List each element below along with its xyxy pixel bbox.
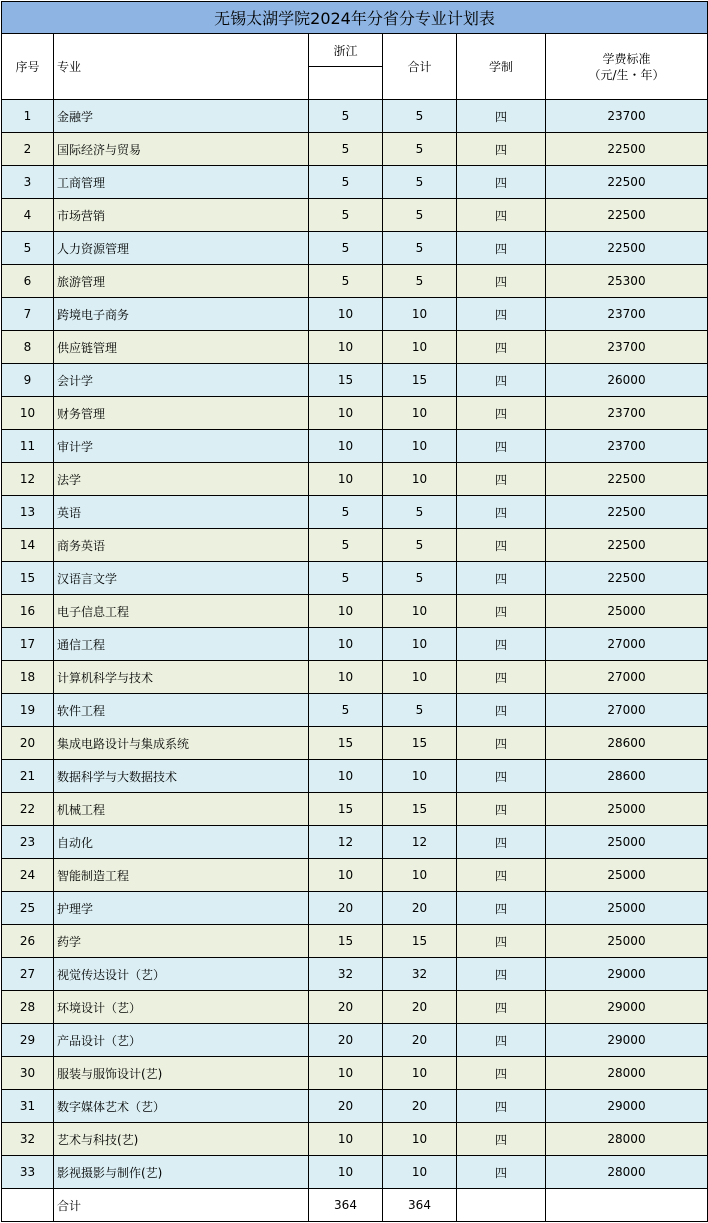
major-cell: 产品设计（艺） <box>54 1024 309 1057</box>
table-row <box>2 265 708 298</box>
fee-cell: 28000 <box>546 1057 708 1090</box>
zhejiang-cell: 5 <box>309 100 383 133</box>
table-row <box>2 628 708 661</box>
index-cell: 10 <box>2 397 54 430</box>
duration-cell: 四 <box>457 166 546 199</box>
zhejiang-cell: 10 <box>309 298 383 331</box>
fee-cell: 23700 <box>546 100 708 133</box>
index-cell: 2 <box>2 133 54 166</box>
total-cell: 5 <box>383 694 457 727</box>
header-province-sub <box>309 67 383 100</box>
total-cell: 32 <box>383 958 457 991</box>
index-cell: 32 <box>2 1123 54 1156</box>
total-cell: 10 <box>383 760 457 793</box>
total-cell: 10 <box>383 1156 457 1189</box>
fee-cell: 28600 <box>546 727 708 760</box>
index-cell: 31 <box>2 1090 54 1123</box>
sum-row <box>2 1189 708 1222</box>
table-row <box>2 958 708 991</box>
duration-cell: 四 <box>457 628 546 661</box>
index-cell: 27 <box>2 958 54 991</box>
zhejiang-cell: 5 <box>309 562 383 595</box>
total-cell: 15 <box>383 364 457 397</box>
total-cell: 10 <box>383 595 457 628</box>
total-cell: 20 <box>383 1090 457 1123</box>
zhejiang-cell: 5 <box>309 199 383 232</box>
total-cell: 10 <box>383 859 457 892</box>
duration-cell: 四 <box>457 859 546 892</box>
fee-cell: 27000 <box>546 661 708 694</box>
zhejiang-cell: 5 <box>309 496 383 529</box>
index-cell: 12 <box>2 463 54 496</box>
duration-cell: 四 <box>457 364 546 397</box>
fee-cell: 25000 <box>546 925 708 958</box>
table-row <box>2 166 708 199</box>
zhejiang-cell: 10 <box>309 760 383 793</box>
zhejiang-cell: 15 <box>309 925 383 958</box>
fee-cell: 22500 <box>546 199 708 232</box>
zhejiang-cell: 5 <box>309 265 383 298</box>
index-cell: 20 <box>2 727 54 760</box>
total-cell: 10 <box>383 628 457 661</box>
duration-cell: 四 <box>457 661 546 694</box>
zhejiang-cell: 10 <box>309 1156 383 1189</box>
major-cell: 供应链管理 <box>54 331 309 364</box>
table-row <box>2 562 708 595</box>
table-row <box>2 430 708 463</box>
major-cell: 跨境电子商务 <box>54 298 309 331</box>
zhejiang-cell: 10 <box>309 1057 383 1090</box>
fee-cell: 22500 <box>546 166 708 199</box>
major-cell: 市场营销 <box>54 199 309 232</box>
table-row <box>2 100 708 133</box>
zhejiang-cell: 10 <box>309 430 383 463</box>
index-cell: 29 <box>2 1024 54 1057</box>
index-cell: 19 <box>2 694 54 727</box>
major-cell: 汉语言文学 <box>54 562 309 595</box>
table-row <box>2 991 708 1024</box>
zhejiang-cell: 15 <box>309 793 383 826</box>
total-cell: 5 <box>383 562 457 595</box>
major-cell: 会计学 <box>54 364 309 397</box>
fee-cell: 23700 <box>546 397 708 430</box>
table-row <box>2 529 708 562</box>
table-row <box>2 1057 708 1090</box>
index-cell: 25 <box>2 892 54 925</box>
duration-cell: 四 <box>457 892 546 925</box>
major-cell: 影视摄影与制作(艺) <box>54 1156 309 1189</box>
index-cell: 9 <box>2 364 54 397</box>
duration-cell: 四 <box>457 760 546 793</box>
major-cell: 机械工程 <box>54 793 309 826</box>
total-cell: 15 <box>383 925 457 958</box>
major-cell: 智能制造工程 <box>54 859 309 892</box>
total-cell: 10 <box>383 298 457 331</box>
index-cell: 6 <box>2 265 54 298</box>
zhejiang-cell: 12 <box>309 826 383 859</box>
fee-cell: 29000 <box>546 1024 708 1057</box>
index-cell: 18 <box>2 661 54 694</box>
table-row <box>2 925 708 958</box>
header-total: 合计 <box>383 34 457 100</box>
major-cell: 计算机科学与技术 <box>54 661 309 694</box>
duration-cell: 四 <box>457 1156 546 1189</box>
total-cell: 5 <box>383 166 457 199</box>
table-row <box>2 199 708 232</box>
fee-cell: 25000 <box>546 892 708 925</box>
total-cell: 20 <box>383 892 457 925</box>
table-row <box>2 463 708 496</box>
duration-cell: 四 <box>457 1057 546 1090</box>
index-cell: 28 <box>2 991 54 1024</box>
index-cell: 13 <box>2 496 54 529</box>
zhejiang-cell: 10 <box>309 1123 383 1156</box>
index-cell: 16 <box>2 595 54 628</box>
major-cell: 财务管理 <box>54 397 309 430</box>
index-cell: 4 <box>2 199 54 232</box>
table-title: 无锡太湖学院2024年分省分专业计划表 <box>2 2 708 34</box>
major-cell: 审计学 <box>54 430 309 463</box>
major-cell: 艺术与科技(艺) <box>54 1123 309 1156</box>
major-cell: 环境设计（艺） <box>54 991 309 1024</box>
major-cell: 服装与服饰设计(艺) <box>54 1057 309 1090</box>
fee-cell: 23700 <box>546 331 708 364</box>
zhejiang-cell: 20 <box>309 1024 383 1057</box>
fee-cell: 23700 <box>546 298 708 331</box>
table-row <box>2 1024 708 1057</box>
major-cell: 护理学 <box>54 892 309 925</box>
total-cell: 5 <box>383 100 457 133</box>
table-row <box>2 694 708 727</box>
duration-cell: 四 <box>457 1123 546 1156</box>
major-cell: 药学 <box>54 925 309 958</box>
fee-cell: 22500 <box>546 529 708 562</box>
table-row <box>2 397 708 430</box>
index-cell: 22 <box>2 793 54 826</box>
table-row <box>2 892 708 925</box>
major-cell: 通信工程 <box>54 628 309 661</box>
table-row <box>2 826 708 859</box>
duration-cell: 四 <box>457 1090 546 1123</box>
sum-label-cell: 合计 <box>54 1189 309 1222</box>
major-cell: 法学 <box>54 463 309 496</box>
total-cell: 10 <box>383 661 457 694</box>
table-row <box>2 661 708 694</box>
zhejiang-cell: 32 <box>309 958 383 991</box>
total-cell: 15 <box>383 793 457 826</box>
total-cell: 5 <box>383 529 457 562</box>
table-row <box>2 331 708 364</box>
duration-cell: 四 <box>457 430 546 463</box>
fee-cell: 22500 <box>546 232 708 265</box>
total-cell: 20 <box>383 991 457 1024</box>
fee-cell: 29000 <box>546 958 708 991</box>
zhejiang-cell: 20 <box>309 1090 383 1123</box>
table-row <box>2 595 708 628</box>
duration-cell: 四 <box>457 727 546 760</box>
index-cell: 23 <box>2 826 54 859</box>
sum-duration-cell <box>457 1189 546 1222</box>
zhejiang-cell: 5 <box>309 166 383 199</box>
duration-cell: 四 <box>457 925 546 958</box>
major-cell: 商务英语 <box>54 529 309 562</box>
fee-cell: 29000 <box>546 1090 708 1123</box>
total-cell: 20 <box>383 1024 457 1057</box>
duration-cell: 四 <box>457 991 546 1024</box>
major-cell: 旅游管理 <box>54 265 309 298</box>
index-cell: 33 <box>2 1156 54 1189</box>
sum-zhejiang-cell: 364 <box>309 1189 383 1222</box>
zhejiang-cell: 10 <box>309 859 383 892</box>
sum-fee-cell <box>546 1189 708 1222</box>
fee-cell: 28000 <box>546 1123 708 1156</box>
duration-cell: 四 <box>457 694 546 727</box>
zhejiang-cell: 10 <box>309 595 383 628</box>
fee-cell: 29000 <box>546 991 708 1024</box>
table-row <box>2 232 708 265</box>
plan-table <box>1 1 708 1222</box>
index-cell: 1 <box>2 100 54 133</box>
zhejiang-cell: 5 <box>309 133 383 166</box>
fee-cell: 22500 <box>546 562 708 595</box>
duration-cell: 四 <box>457 793 546 826</box>
index-cell: 15 <box>2 562 54 595</box>
zhejiang-cell: 5 <box>309 529 383 562</box>
total-cell: 5 <box>383 265 457 298</box>
table-row <box>2 1156 708 1189</box>
duration-cell: 四 <box>457 595 546 628</box>
zhejiang-cell: 20 <box>309 892 383 925</box>
total-cell: 10 <box>383 397 457 430</box>
duration-cell: 四 <box>457 826 546 859</box>
major-cell: 视觉传达设计（艺） <box>54 958 309 991</box>
header-index: 序号 <box>2 34 54 100</box>
fee-cell: 26000 <box>546 364 708 397</box>
index-cell: 24 <box>2 859 54 892</box>
duration-cell: 四 <box>457 100 546 133</box>
fee-cell: 25000 <box>546 859 708 892</box>
index-cell: 5 <box>2 232 54 265</box>
fee-cell: 28000 <box>546 1156 708 1189</box>
fee-cell: 22500 <box>546 133 708 166</box>
total-cell: 10 <box>383 463 457 496</box>
duration-cell: 四 <box>457 1024 546 1057</box>
zhejiang-cell: 10 <box>309 331 383 364</box>
index-cell: 17 <box>2 628 54 661</box>
fee-cell: 25000 <box>546 595 708 628</box>
major-cell: 集成电路设计与集成系统 <box>54 727 309 760</box>
duration-cell: 四 <box>457 529 546 562</box>
duration-cell: 四 <box>457 232 546 265</box>
duration-cell: 四 <box>457 562 546 595</box>
duration-cell: 四 <box>457 265 546 298</box>
sum-total-cell: 364 <box>383 1189 457 1222</box>
zhejiang-cell: 10 <box>309 463 383 496</box>
duration-cell: 四 <box>457 133 546 166</box>
duration-cell: 四 <box>457 298 546 331</box>
table-row <box>2 298 708 331</box>
total-cell: 5 <box>383 496 457 529</box>
table-row <box>2 760 708 793</box>
major-cell: 金融学 <box>54 100 309 133</box>
header-fee-line1: 学费标准 <box>602 51 651 66</box>
major-cell: 国际经济与贸易 <box>54 133 309 166</box>
fee-cell: 27000 <box>546 628 708 661</box>
total-cell: 10 <box>383 1057 457 1090</box>
index-cell: 8 <box>2 331 54 364</box>
zhejiang-cell: 5 <box>309 694 383 727</box>
fee-cell: 27000 <box>546 694 708 727</box>
index-cell: 3 <box>2 166 54 199</box>
zhejiang-cell: 10 <box>309 628 383 661</box>
fee-cell: 23700 <box>546 430 708 463</box>
table-row <box>2 364 708 397</box>
zhejiang-cell: 15 <box>309 364 383 397</box>
fee-cell: 22500 <box>546 496 708 529</box>
table-row <box>2 859 708 892</box>
total-cell: 5 <box>383 232 457 265</box>
index-cell: 30 <box>2 1057 54 1090</box>
duration-cell: 四 <box>457 958 546 991</box>
major-cell: 数据科学与大数据技术 <box>54 760 309 793</box>
table-row <box>2 793 708 826</box>
header-province: 浙江 <box>309 34 383 67</box>
duration-cell: 四 <box>457 496 546 529</box>
index-cell: 26 <box>2 925 54 958</box>
zhejiang-cell: 10 <box>309 661 383 694</box>
fee-cell: 22500 <box>546 463 708 496</box>
header-fee <box>546 34 708 100</box>
table-row <box>2 727 708 760</box>
major-cell: 工商管理 <box>54 166 309 199</box>
total-cell: 10 <box>383 1123 457 1156</box>
zhejiang-cell: 15 <box>309 727 383 760</box>
total-cell: 5 <box>383 199 457 232</box>
zhejiang-cell: 10 <box>309 397 383 430</box>
table-row <box>2 1090 708 1123</box>
total-cell: 10 <box>383 331 457 364</box>
index-cell: 21 <box>2 760 54 793</box>
index-cell: 14 <box>2 529 54 562</box>
zhejiang-cell: 5 <box>309 232 383 265</box>
fee-cell: 25000 <box>546 826 708 859</box>
major-cell: 软件工程 <box>54 694 309 727</box>
total-cell: 10 <box>383 430 457 463</box>
index-cell: 7 <box>2 298 54 331</box>
sum-index-cell <box>2 1189 54 1222</box>
header-major: 专业 <box>54 34 309 100</box>
table-row <box>2 496 708 529</box>
total-cell: 15 <box>383 727 457 760</box>
fee-cell: 28600 <box>546 760 708 793</box>
major-cell: 自动化 <box>54 826 309 859</box>
duration-cell: 四 <box>457 463 546 496</box>
total-cell: 12 <box>383 826 457 859</box>
table-row <box>2 1123 708 1156</box>
total-cell: 5 <box>383 133 457 166</box>
header-fee-line2: （元/生・年） <box>588 67 665 82</box>
major-cell: 电子信息工程 <box>54 595 309 628</box>
duration-cell: 四 <box>457 397 546 430</box>
table-row <box>2 133 708 166</box>
duration-cell: 四 <box>457 199 546 232</box>
major-cell: 数字媒体艺术（艺） <box>54 1090 309 1123</box>
zhejiang-cell: 20 <box>309 991 383 1024</box>
fee-cell: 25000 <box>546 793 708 826</box>
fee-cell: 25300 <box>546 265 708 298</box>
major-cell: 人力资源管理 <box>54 232 309 265</box>
index-cell: 11 <box>2 430 54 463</box>
duration-cell: 四 <box>457 331 546 364</box>
header-duration: 学制 <box>457 34 546 100</box>
major-cell: 英语 <box>54 496 309 529</box>
